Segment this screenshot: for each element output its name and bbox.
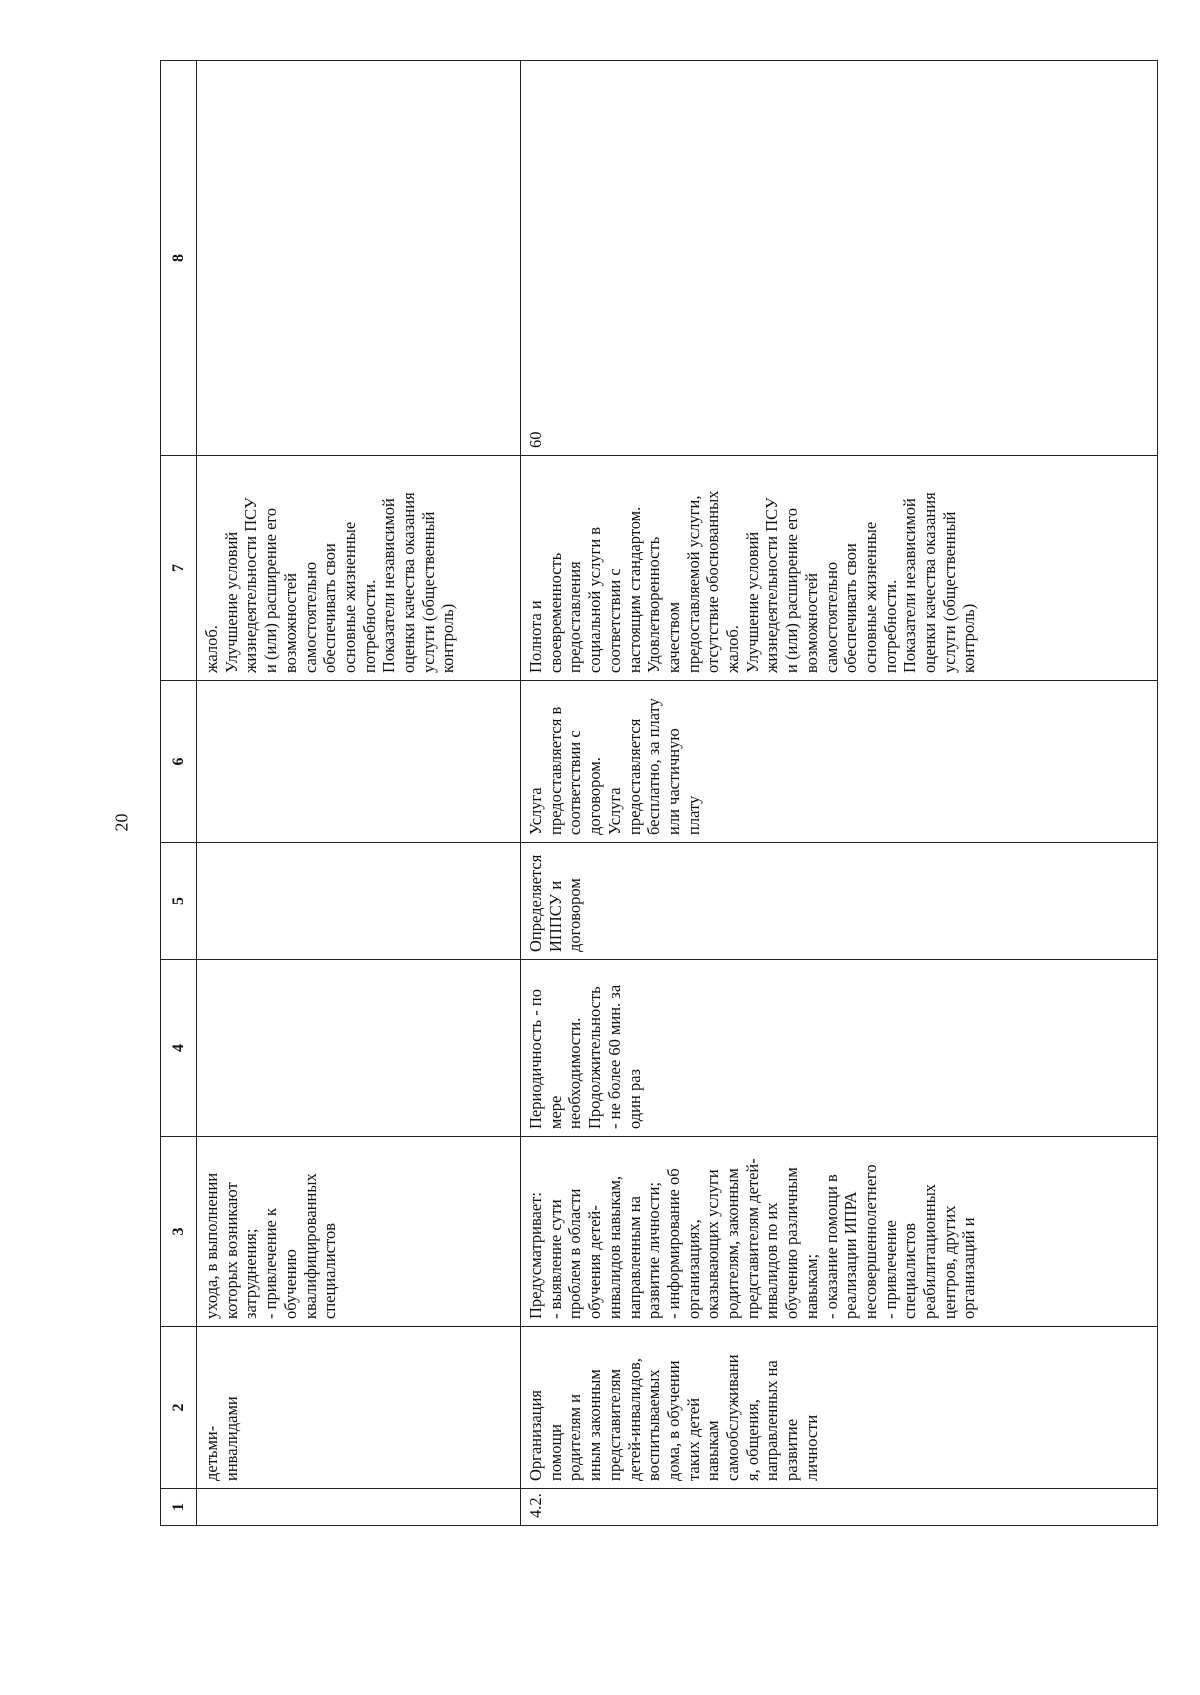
cell-text-line: потребности. (359, 579, 379, 673)
cell-text-line: которых возникают (221, 1182, 241, 1319)
cell-text-line: предоставляется в (545, 706, 565, 835)
cell-text-line: самостоятельно (821, 561, 841, 673)
table-frame (160, 61, 1162, 1526)
cell-text-line: Определяется (526, 854, 545, 952)
cell-text-line: Показатели независимой (900, 498, 920, 673)
cell-text-line: 4.2. (526, 1493, 545, 1518)
cell-text-line: направленных на (762, 1360, 782, 1481)
cell-text-line: специалистов (320, 1222, 340, 1319)
cell-text-line: организаций и (959, 1217, 979, 1319)
cell-text-line: представителям (604, 1368, 624, 1481)
cell-text-line: затруднения; (241, 1228, 261, 1319)
cell-text-line: жизнедеятельности ПСУ (762, 497, 782, 673)
cell-text-line: специалистов (900, 1222, 920, 1319)
cell-text-line: жалоб. (723, 625, 743, 673)
cell-text-line: проблем в области (565, 1188, 585, 1319)
column-number-8: 8 (161, 61, 197, 456)
cell-text-line: соответствии с (565, 730, 585, 835)
column-number-2: 2 (161, 1327, 197, 1489)
cell-text-line: - привлечение к (261, 1208, 281, 1319)
cell-text-line: обучению различным (782, 1167, 802, 1319)
cell-text-line: возможностей (801, 572, 821, 673)
table-cell-col-8 (521, 61, 1158, 456)
cell-text-line: оценки качества оказания (920, 492, 940, 673)
cell-text-line: детей-инвалидов, (624, 1358, 644, 1481)
table-cell-col-7 (197, 456, 521, 681)
cell-text-line: - информирование об (663, 1168, 683, 1319)
cell-text-line: развитие личности; (644, 1181, 664, 1319)
column-number-5: 5 (161, 843, 197, 960)
cell-text-line: плату (683, 795, 703, 835)
cell-text-line: настоящим стандартом. (624, 506, 644, 673)
cell-text-line: навыкам; (801, 1253, 821, 1319)
column-number-7: 7 (161, 456, 197, 681)
cell-text-line: навыкам (703, 1420, 723, 1481)
cell-text-line: Периодичность - по (526, 989, 545, 1129)
column-number-3: 3 (161, 1137, 197, 1327)
cell-text-line: основные жизненные (339, 521, 359, 673)
cell-text-line: представителям детей- (742, 1158, 762, 1319)
cell-text-line: мере (545, 1095, 565, 1129)
cell-text-line: один раз (624, 1068, 644, 1129)
cell-text-line: самообслуживани (723, 1354, 743, 1481)
cell-text-line: обучения детей- (585, 1205, 605, 1319)
table-cell-col-5 (197, 843, 521, 960)
table-cell-col-6 (197, 681, 521, 843)
table-cell-col-1 (521, 1489, 1158, 1526)
cell-text-line: бесплатно, за плату (644, 698, 664, 835)
cell-text-line: обеспечивать свои (841, 543, 861, 673)
cell-text-line: ухода, в выполнении (202, 1172, 221, 1319)
cell-text-line: услуги (общественный (939, 511, 959, 673)
table-cell-col-5 (521, 843, 1158, 960)
cell-text-line: - привлечение (880, 1220, 900, 1319)
cell-text-line: ИППСУ и (545, 880, 565, 952)
cell-text-line: жизнедеятельности ПСУ (241, 497, 261, 673)
cell-text-line: оценки качества оказания (399, 492, 419, 673)
cell-text-line: соответствии с (604, 568, 624, 673)
cell-text-line: таких детей (683, 1397, 703, 1481)
column-number-4: 4 (161, 960, 197, 1137)
table-cell-col-7 (521, 456, 1158, 681)
cell-text-line: договором (565, 878, 585, 952)
page-number: 20 (111, 813, 132, 832)
table-cell-col-2 (521, 1327, 1158, 1489)
cell-text-line: несовершеннолетнего (860, 1164, 880, 1319)
cell-text-line: предоставляемой услуги, (683, 495, 703, 673)
cell-text-line: центров, других (939, 1205, 959, 1319)
cell-text-line: инвалидами (221, 1396, 241, 1481)
cell-text-line: основные жизненные (860, 521, 880, 673)
table-cell-col-3 (521, 1137, 1158, 1327)
cell-text-line: - оказание помощи в (821, 1174, 841, 1319)
cell-text-line: Предусматривает: (526, 1192, 545, 1319)
cell-text-line: Улучшение условий (221, 531, 241, 673)
cell-text-line: услуги (общественный (418, 511, 438, 673)
cell-text-line: самостоятельно (300, 561, 320, 673)
cell-text-line: отсутствие обоснованных (703, 490, 723, 673)
cell-text-line: - выявление сути (545, 1199, 565, 1319)
cell-text-line: предоставления (565, 561, 585, 673)
cell-text-line: и (или) расширение его (782, 507, 802, 673)
cell-text-line: помощи (545, 1424, 565, 1481)
cell-text-line: жалоб. (202, 625, 221, 673)
table-row (521, 61, 1158, 1526)
cell-text-line: дома, в обучении (663, 1360, 683, 1481)
cell-text-line: Услуга (604, 787, 624, 835)
standards-table (160, 60, 1158, 1526)
table-row (197, 61, 521, 1526)
table-cell-col-8 (197, 61, 521, 456)
cell-text-line: направленным на (624, 1196, 644, 1319)
cell-text-line: потребности. (880, 579, 900, 673)
cell-text-line: качеством (663, 601, 683, 673)
cell-text-line: Полнота и (526, 600, 545, 673)
cell-text-line: предоставляется (624, 718, 644, 835)
table-cell-col-6 (521, 681, 1158, 843)
cell-text-line: договором. (585, 757, 605, 835)
cell-text-line: реабилитационных (920, 1183, 940, 1319)
cell-text-line: и (или) расширение его (261, 507, 281, 673)
table-cell-col-4 (521, 960, 1158, 1137)
cell-text-line: реализации ИПРА (841, 1191, 861, 1319)
table-cell-col-2 (197, 1327, 521, 1489)
cell-text-line: детьми- (202, 1425, 221, 1481)
header-row (161, 61, 197, 1526)
cell-text-line: Удовлетворенность (644, 536, 664, 673)
cell-text-line: организациях, (683, 1219, 703, 1319)
cell-text-line: инвалидов навыкам, (604, 1175, 624, 1319)
cell-text-line: воспитываемых (644, 1369, 664, 1481)
column-number-6: 6 (161, 681, 197, 843)
cell-text-line: Улучшение условий (742, 531, 762, 673)
cell-text-line: Организация (526, 1389, 545, 1481)
cell-text-line: Услуга (526, 787, 545, 835)
cell-text-line: обучению (280, 1249, 300, 1319)
cell-text-line: развитие (782, 1418, 802, 1481)
table-cell-col-4 (197, 960, 521, 1137)
cell-text-line: контроль) (438, 603, 458, 673)
table-cell-col-3 (197, 1137, 521, 1327)
cell-text-line: необходимости. (565, 1017, 585, 1129)
cell-text-line: контроль) (959, 603, 979, 673)
cell-text-line: квалифицированных (300, 1173, 320, 1319)
cell-text-line: иным законным (585, 1369, 605, 1481)
cell-text-line: оказывающих услуги (703, 1169, 723, 1319)
cell-text-line: - не более 60 мин. за (604, 984, 624, 1129)
cell-text-line: я, общения, (742, 1399, 762, 1481)
cell-text-line: 60 (526, 431, 545, 448)
cell-text-line: своевременность (545, 552, 565, 673)
cell-text-line: Продолжительность (585, 986, 605, 1129)
cell-text-line: обеспечивать свои (320, 543, 340, 673)
table-cell-col-1 (197, 1489, 521, 1526)
cell-text-line: инвалидов по их (762, 1202, 782, 1319)
cell-text-line: Показатели независимой (379, 498, 399, 673)
cell-text-line: родителям и (565, 1393, 585, 1481)
column-number-1: 1 (161, 1489, 197, 1526)
cell-text-line: или частичную (663, 728, 683, 835)
cell-text-line: возможностей (280, 572, 300, 673)
cell-text-line: родителям, законным (723, 1168, 743, 1319)
cell-text-line: личности (801, 1414, 821, 1481)
cell-text-line: социальной услуги в (585, 526, 605, 673)
